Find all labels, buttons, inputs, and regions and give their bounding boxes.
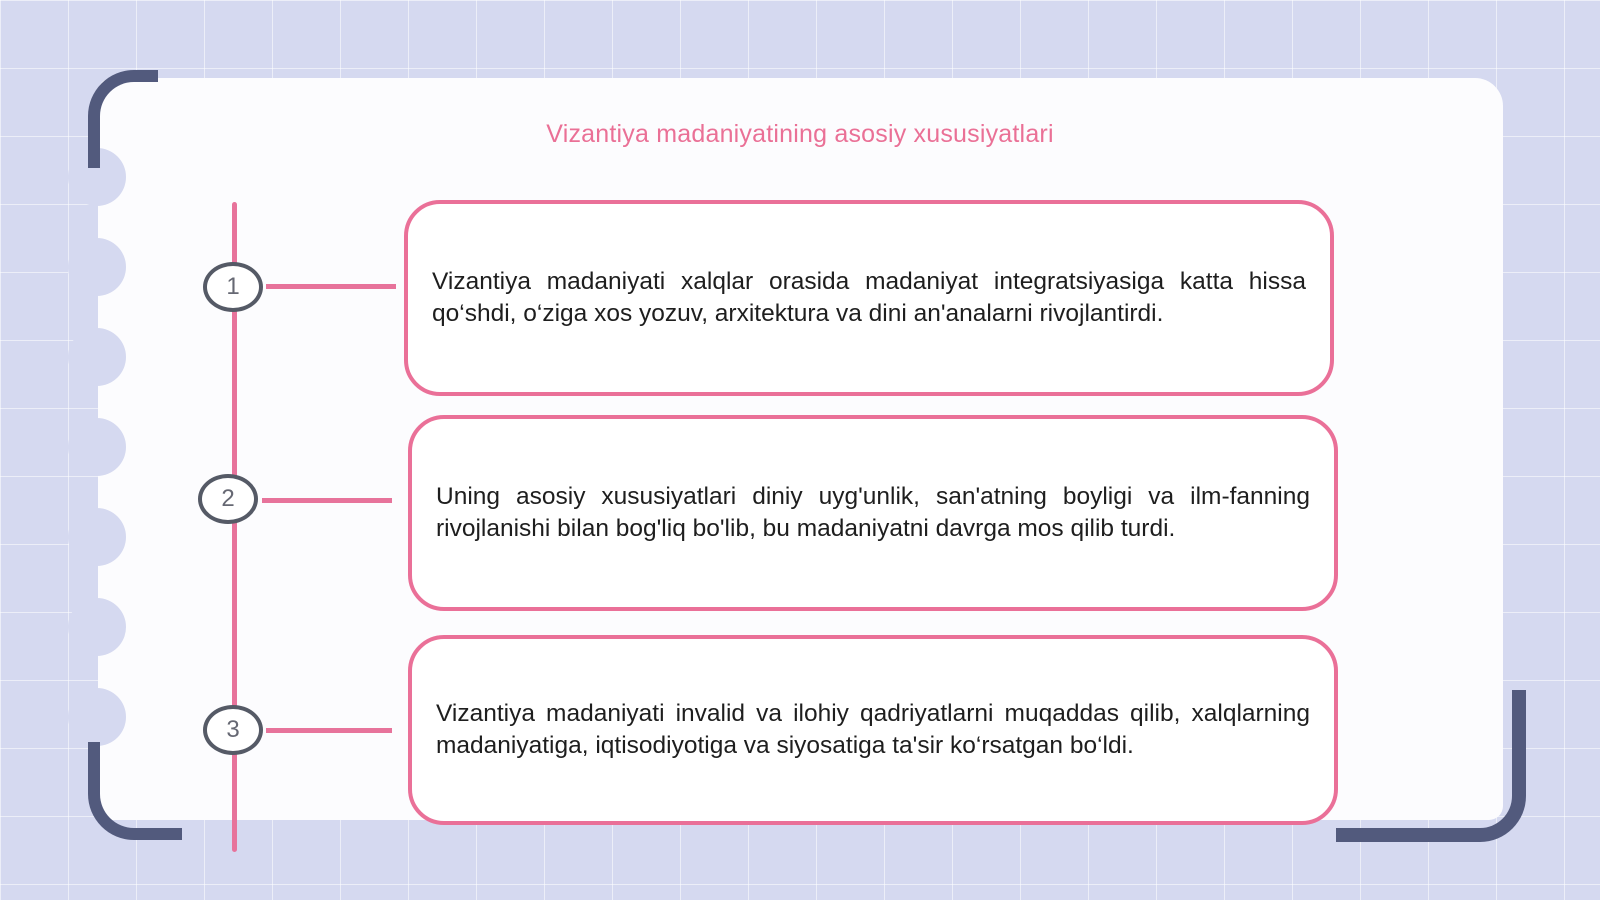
marker-number: 2 [221,485,235,512]
corner-bracket-bottom-right [1336,690,1526,842]
marker-number: 3 [226,716,240,743]
slide-title: Vizantiya madaniyatining asosiy xususiyatlari [546,120,1054,148]
timeline-connector [266,284,396,289]
timeline-marker-1 [203,262,263,312]
content-text: Vizantiya madaniyati invalid va ilohiy qadriyatlarni muqaddas qilib, xalqlarning madaniyatiga, iqtisodiyotiga va siyosatiga ta'sir ko‘rsatgan bo‘ldi. [436,700,1310,759]
timeline-marker-2 [198,474,258,524]
timeline-connector [262,498,392,503]
timeline-connector [266,728,392,733]
timeline-marker-3 [203,705,263,755]
content-box-2 [408,415,1338,611]
marker-number: 1 [226,273,240,300]
binder-notch [68,598,126,656]
binder-notch [68,328,126,386]
content-text: Vizantiya madaniyati xalqlar orasida madaniyat integratsiyasiga katta hissa qo‘shdi, o‘ziga xos yozuv, arxitektura va dini an'analarni rivojlantirdi. [432,268,1306,327]
binder-notch [68,688,126,746]
binder-notch [68,508,126,566]
content-box-1 [404,200,1334,396]
content-text: Uning asosiy xususiyatlari diniy uyg'unlik, san'atning boyligi va ilm-fanning rivojlanishi bilan bog'liq bo'lib, bu madaniyatni davrga mos qilib turdi. [436,483,1310,542]
binder-notch [68,238,126,296]
corner-bracket-bottom-left [88,742,182,840]
binder-notch [68,418,126,476]
corner-bracket-top-left [88,70,158,168]
content-box-3 [408,635,1338,825]
